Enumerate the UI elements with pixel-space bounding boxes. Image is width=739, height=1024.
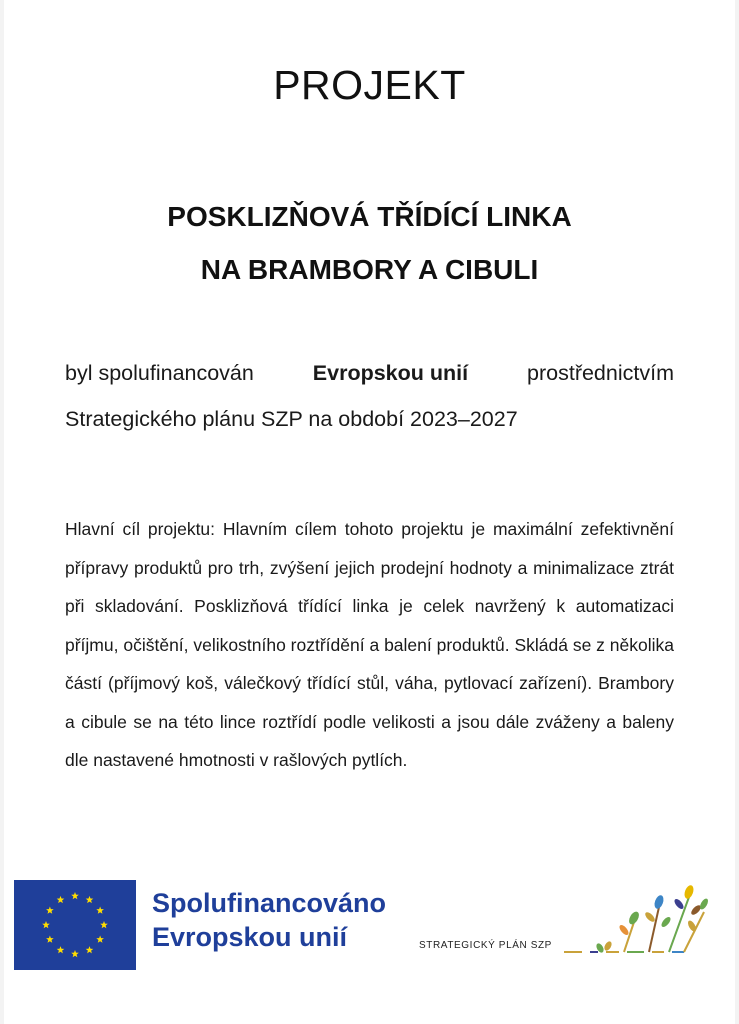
- eu-star-icon: [42, 921, 50, 928]
- eu-star-icon: [100, 921, 108, 928]
- funding-eu-bold: Evropskou unií: [312, 361, 469, 385]
- cofund-line: Evropskou unií: [152, 922, 348, 952]
- project-title: [0, 190, 739, 296]
- eu-star-icon: [86, 946, 94, 953]
- eu-star-icon: [57, 946, 65, 953]
- project-description: Hlavní cíl projektu: Hlavním cílem tohoto projektu je maximální zefektivnění přípravy produktů pro trh, zvýšení jejich prodejní hodnoty a minimalizace ztrát při skladování. Posklizňová třídící linka je celek navržený k automatizaci příjmu, očištění, velikostního roztřídění a balení produktů. Skládá se z několika částí (příjmový koš, válečkový třídící stůl, váha, pytlovací zařízení). Brambory a cibule se na této lince roztřídí podle velikosti a jsou dále zváženy a baleny dle nastavené hmotnosti v rašlových pytlích.: [65, 519, 674, 770]
- eu-star-icon: [46, 907, 54, 914]
- funding-text: prostřednictvím: [527, 361, 674, 385]
- szp-label: STRATEGICKÝ PLÁN SZP: [419, 940, 552, 951]
- eu-star-icon: [71, 950, 79, 957]
- eu-star-icon: [86, 896, 94, 903]
- eu-star-icon: [57, 896, 65, 903]
- funding-text: byl spolufinancován: [65, 361, 254, 385]
- eu-star-icon: [96, 936, 104, 943]
- eu-star-icon: [96, 907, 104, 914]
- page-edge: [0, 0, 4, 1024]
- cofunded-by-eu-text: [152, 886, 386, 954]
- funding-statement-line: [65, 350, 674, 396]
- eu-flag-icon: [14, 880, 136, 970]
- cofund-line: Spolufinancováno: [152, 888, 387, 918]
- project-title-line: POSKLIZŇOVÁ TŘÍDÍCÍ LINKA: [167, 201, 572, 232]
- funding-statement: [65, 350, 674, 442]
- project-title-line: NA BRAMBORY A CIBULI: [200, 254, 539, 285]
- eu-star-icon: [71, 892, 79, 899]
- page-edge: [735, 0, 739, 1024]
- szp-plant-logo-icon: [564, 882, 714, 967]
- page-heading: PROJEKT: [273, 62, 466, 108]
- funding-program: Strategického plánu SZP na období 2023–2027: [65, 407, 518, 431]
- eu-star-icon: [46, 936, 54, 943]
- footer-logos: [14, 876, 714, 972]
